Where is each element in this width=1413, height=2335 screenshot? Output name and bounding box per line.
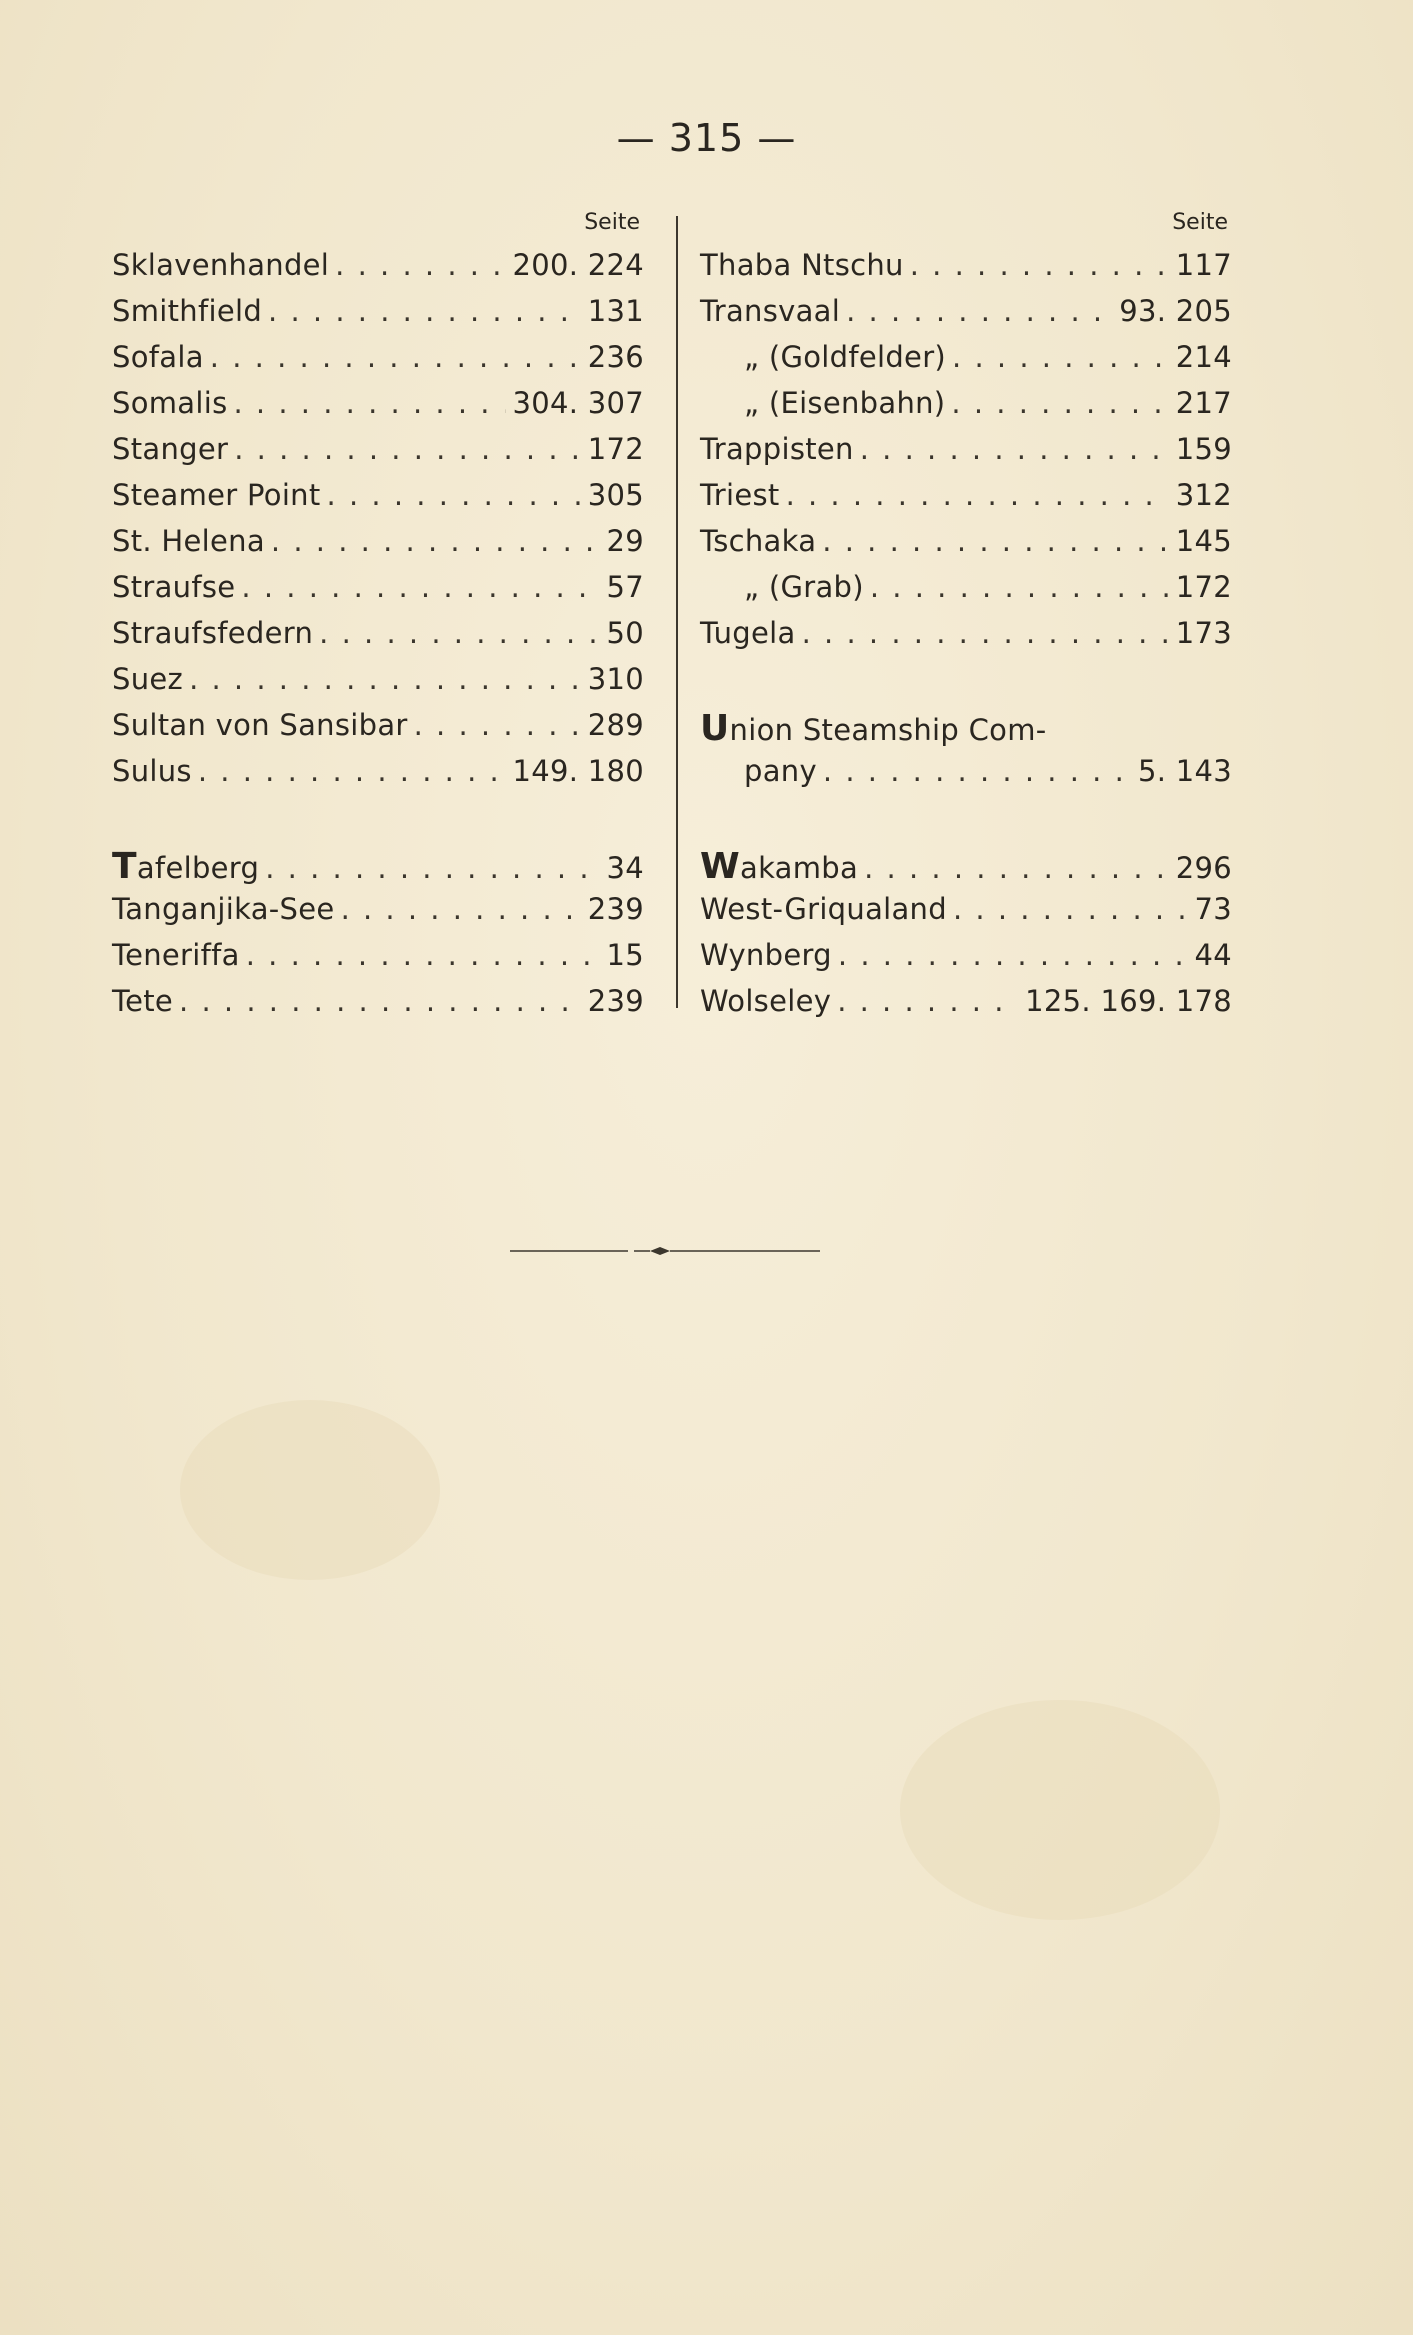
entry-term: West-Griqualand	[700, 892, 947, 926]
leader-dots	[234, 386, 507, 420]
index-entry	[700, 754, 1232, 800]
leader-dots	[189, 662, 582, 696]
entry-pages: 149. 180	[512, 754, 644, 788]
leader-dots	[951, 386, 1169, 420]
entry-pages: 289	[587, 708, 644, 742]
index-entry	[112, 662, 644, 708]
end-ornament	[510, 1244, 820, 1258]
index-entry	[700, 478, 1232, 524]
index-entry	[112, 708, 644, 754]
entry-pages: 236	[587, 340, 644, 374]
entry-pages: 57	[606, 570, 644, 604]
index-entry	[112, 616, 644, 662]
entry-term: Tete	[112, 984, 174, 1018]
index-entry	[112, 432, 644, 478]
column-header-seite: Seite	[1172, 210, 1228, 235]
leader-dots	[846, 294, 1113, 328]
leader-dots	[786, 478, 1170, 512]
index-entry	[112, 984, 644, 1030]
index-entry	[700, 984, 1232, 1030]
entry-pages: 239	[587, 892, 644, 926]
entry-pages: 312	[1175, 478, 1232, 512]
entry-term-rest: afelberg	[136, 851, 260, 885]
entry-term: pany	[744, 754, 817, 788]
section-gap	[700, 800, 1232, 846]
index-entry	[112, 248, 644, 294]
leader-dots	[823, 754, 1132, 788]
index-entry	[700, 846, 1232, 892]
page-number: — 315 —	[616, 116, 797, 160]
entry-pages: 5. 143	[1137, 754, 1232, 788]
leader-dots	[864, 851, 1170, 885]
index-entry	[112, 892, 644, 938]
entry-pages: 73	[1194, 892, 1232, 926]
entry-pages: 125. 169. 178	[1025, 984, 1232, 1018]
entry-term: Straufsfedern	[112, 616, 314, 650]
index-entry	[112, 570, 644, 616]
entry-pages: 304. 307	[512, 386, 644, 420]
entry-term: Steamer Point	[112, 478, 321, 512]
entry-term: Smithfield	[112, 294, 263, 328]
index-entry	[112, 938, 644, 984]
entry-term: Tugela	[700, 616, 796, 650]
column-divider	[676, 216, 678, 1008]
entry-term: Suez	[112, 662, 184, 696]
index-entry	[112, 754, 644, 800]
entry-pages: 214	[1175, 340, 1232, 374]
entry-pages: 93. 205	[1119, 294, 1232, 328]
entry-term: St. Helena	[112, 524, 265, 558]
entry-term: „ (Goldfelder)	[744, 340, 947, 374]
leader-dots	[327, 478, 582, 512]
index-entry	[700, 248, 1232, 294]
leader-dots	[246, 938, 601, 972]
entry-term	[700, 846, 858, 887]
index-entry	[112, 478, 644, 524]
leader-dots	[234, 432, 582, 466]
entry-term: Wolseley	[700, 984, 832, 1018]
column-header-seite: Seite	[584, 210, 640, 235]
entry-pages: 44	[1194, 938, 1232, 972]
entry-term: „ (Eisenbahn)	[744, 386, 946, 420]
leader-dots	[341, 892, 582, 926]
entry-pages: 296	[1175, 851, 1232, 885]
index-entry	[112, 846, 644, 892]
entry-term: Sultan von Sansibar	[112, 708, 408, 742]
leader-dots	[837, 984, 1019, 1018]
entry-pages: 159	[1175, 432, 1232, 466]
index-entry	[700, 386, 1232, 432]
index-entry	[112, 386, 644, 432]
entry-term: Straufse	[112, 570, 236, 604]
leader-dots	[910, 248, 1170, 282]
entry-term: Tschaka	[700, 524, 817, 558]
index-entry	[700, 892, 1232, 938]
entry-term: Sklavenhandel	[112, 248, 330, 282]
entry-pages: 34	[606, 851, 644, 885]
leader-dots	[870, 570, 1170, 604]
entry-pages: 239	[587, 984, 644, 1018]
section-initial: W	[700, 846, 741, 887]
leader-dots	[268, 294, 582, 328]
section-initial: T	[112, 846, 137, 887]
leader-dots	[179, 984, 582, 1018]
entry-pages: 50	[606, 616, 644, 650]
entry-term: Sulus	[112, 754, 192, 788]
entry-pages: 117	[1175, 248, 1232, 282]
index-entry	[700, 294, 1232, 340]
entry-pages: 173	[1175, 616, 1232, 650]
index-entry	[700, 938, 1232, 984]
entry-pages: 305	[587, 478, 644, 512]
entry-term: Trappisten	[700, 432, 854, 466]
index-entry	[700, 616, 1232, 662]
section-initial: U	[700, 708, 730, 749]
entry-pages: 131	[587, 294, 644, 328]
leader-dots	[414, 708, 582, 742]
entry-term: Somalis	[112, 386, 228, 420]
entry-term: Sofala	[112, 340, 204, 374]
entry-pages: 310	[587, 662, 644, 696]
paper-stain	[180, 1400, 440, 1580]
entry-pages: 15	[606, 938, 644, 972]
leader-dots	[271, 524, 601, 558]
entry-term: Teneriffa	[112, 938, 240, 972]
index-entry	[112, 294, 644, 340]
entry-term: Triest	[700, 478, 780, 512]
leader-dots	[265, 851, 600, 885]
entry-term: „ (Grab)	[744, 570, 864, 604]
leader-dots	[822, 524, 1169, 558]
entry-term: Stanger	[112, 432, 229, 466]
entry-term: Wynberg	[700, 938, 832, 972]
index-entry	[700, 708, 1232, 754]
entry-pages: 145	[1175, 524, 1232, 558]
entry-pages: 29	[606, 524, 644, 558]
index-entry	[112, 524, 644, 570]
section-gap	[112, 800, 644, 846]
entry-pages: 200. 224	[512, 248, 644, 282]
leader-dots	[319, 616, 600, 650]
leader-dots	[953, 892, 1189, 926]
leader-dots	[198, 754, 507, 788]
leader-dots	[860, 432, 1170, 466]
entry-term: Transvaal	[700, 294, 841, 328]
index-entry	[700, 340, 1232, 386]
section-gap	[700, 662, 1232, 708]
index-entry	[112, 340, 644, 386]
leader-dots	[210, 340, 582, 374]
entry-term	[700, 708, 1047, 749]
entry-pages: 172	[1175, 570, 1232, 604]
entry-term-rest: akamba	[740, 851, 859, 885]
index-entry	[700, 570, 1232, 616]
index-entry	[700, 432, 1232, 478]
entry-term: Thaba Ntschu	[700, 248, 904, 282]
leader-dots	[802, 616, 1170, 650]
leader-dots	[241, 570, 600, 604]
entry-pages: 217	[1175, 386, 1232, 420]
entry-term: Tanganjika-See	[112, 892, 335, 926]
entry-pages: 172	[587, 432, 644, 466]
entry-term-rest: nion Steamship Com-	[729, 713, 1047, 747]
leader-dots	[335, 248, 506, 282]
entry-term	[112, 846, 259, 887]
index-entry	[700, 524, 1232, 570]
leader-dots	[838, 938, 1189, 972]
leader-dots	[952, 340, 1170, 374]
paper-stain	[900, 1700, 1220, 1920]
